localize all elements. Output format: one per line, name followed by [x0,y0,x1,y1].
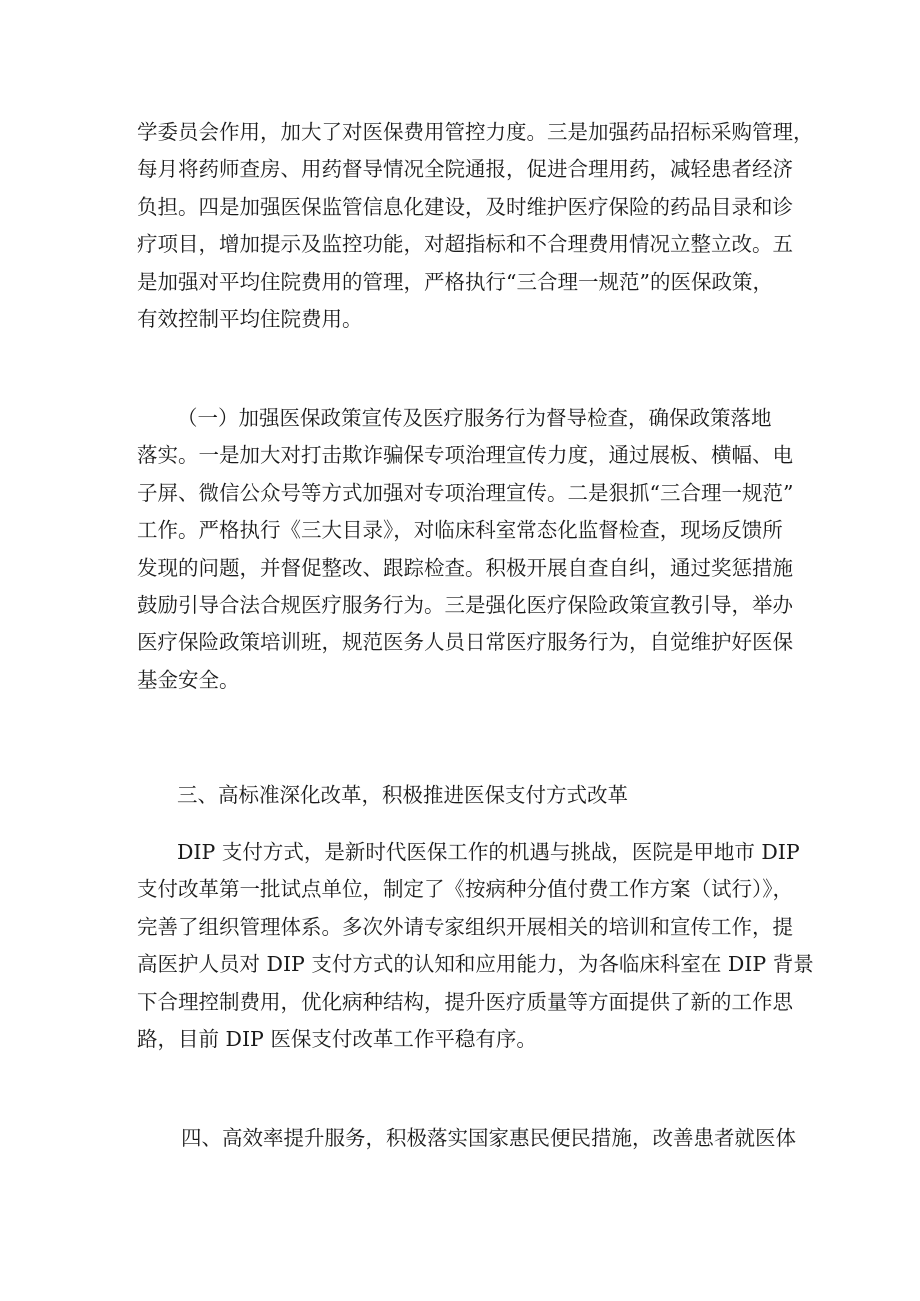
text-line: 子屏、微信公众号等方式加强对专项治理宣传。二是狠抓“三合理一规范” [137,480,794,505]
paragraph-2 [137,400,794,699]
heading-line: 三、高标准深化改革，积极推进医保支付方式改革 [177,783,628,807]
text-line: 工作。严格执行《三大目录》，对临床科室常态化监督检查，现场反馈所 [137,518,783,543]
text-line: 高医护人员对 DIP 支付方式的认知和应用能力，为各临床科室在 DIP 背景 [137,952,814,977]
text-line: 负担。四是加强医保监管信息化建设，及时维护医疗保险的药品目录和诊 [137,194,793,219]
text-line: 医疗保险政策培训班，规范医务人员日常医疗服务行为，自觉维护好医保 [137,630,793,655]
text-line: 落实。一是加大对打击欺诈骗保专项治理宣传力度，通过展板、横幅、电 [137,443,793,468]
text-line: 是加强对平均住院费用的管理，严格执行“三合理一规范”的医保政策， [137,269,773,294]
text-line: 每月将药师查房、用药督导情况全院通报，促进合理用药，减轻患者经济 [137,157,793,182]
text-line: 发现的问题，并督促整改、跟踪检查。积极开展自查自纠，通过奖惩措施 [137,555,793,580]
text-line: （一）加强医保政策宣传及医疗服务行为督导检查，确保政策落地 [177,406,772,430]
text-line: DIP 支付方式，是新时代医保工作的机遇与挑战，医院是甲地市 DIP [177,840,800,864]
text-line: 学委员会作用，加大了对医保费用管控力度。三是加强药品招标采购管理， [137,120,814,144]
text-line: 基金安全。 [137,667,240,692]
section-heading-4 [137,1120,796,1157]
section-heading-3 [137,777,787,814]
heading-line: 四、高效率提升服务，积极落实国家惠民便民措施，改善患者就医体 [181,1126,796,1150]
text-line: 路，目前 DIP 医保支付改革工作平稳有序。 [137,1026,537,1051]
text-line: 疗项目，增加提示及监控功能，对超指标和不合理费用情况立整立改。五 [137,232,793,257]
text-line: 支付改革第一批试点单位，制定了《按病种分值付费工作方案（试行）》， [137,877,793,902]
text-line: 有效控制平均住院费用。 [137,306,363,331]
text-line: 鼓励引导合法合规医疗服务行为。三是强化医疗保险政策宣教引导，举办 [137,592,793,617]
paragraph-1 [137,114,814,338]
text-line: 完善了组织管理体系。多次外请专家组织开展相关的培训和宣传工作，提 [137,914,793,939]
text-line: 下合理控制费用，优化病种结构，提升医疗质量等方面提供了新的工作思 [137,989,793,1014]
paragraph-3 [137,834,814,1058]
